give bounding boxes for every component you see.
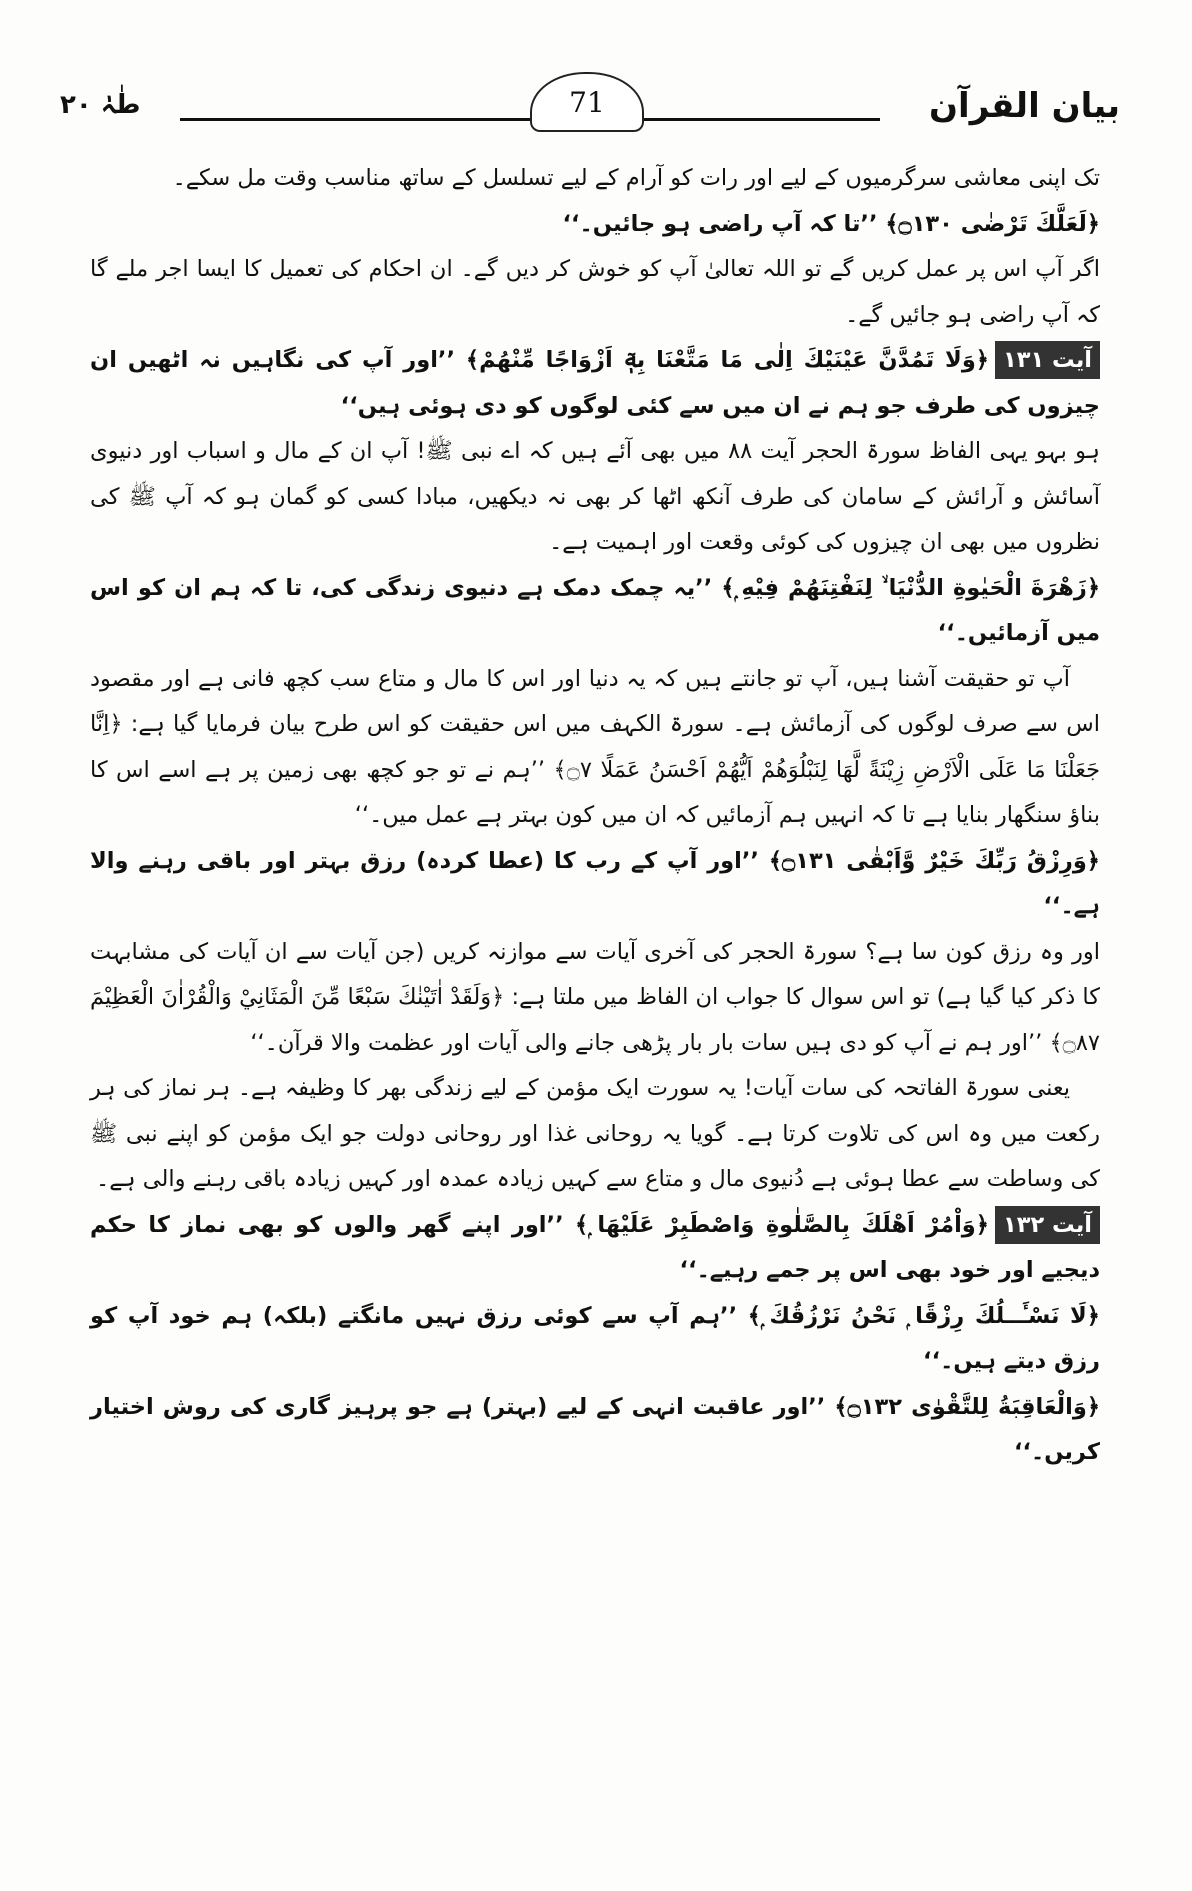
verse-quote-rizq: ﴿وَرِزْقُ رَبِّكَ خَيْرٌ وَّاَبْقٰى ۝۱۳۱﴾ ’’اور آپ کے رب کا (عطا کردہ) رزق بہتر اور باقی رہنے والا ہے۔‘‘ (90, 847, 1100, 919)
paragraph-2: اگر آپ اس پر عمل کریں گے تو اللہ تعالیٰ آپ کو خوش کر دیں گے۔ ان احکام کی تعمیل کا ایسا اجر ملے گا کہ آپ راضی ہو جائیں گے۔ (90, 256, 1100, 328)
verse-quote-la-nasaluka: ﴿لَا نَسْـَٔــلُكَ رِزْقًا ۭ نَحْنُ نَرْزُقُكَ ۭ﴾ ’’ہم آپ سے کوئی رزق نہیں مانگتے (بلکہ) ہم خود آپ کو رزق دیتے ہیں۔‘‘ (90, 1302, 1100, 1374)
page-number: 71 (530, 72, 644, 132)
verse-quote-132: ﴿وَاْمُرْ اَهْلَكَ بِالصَّلٰوةِ وَاصْطَبِرْ عَلَيْهَا ۭ﴾ ’’اور اپنے گھر والوں کو بھی نماز کا حکم دیجیے اور خود بھی اس پر جمے رہیے۔‘‘ (90, 1211, 1100, 1283)
paragraph-1: تک اپنی معاشی سرگرمیوں کے لیے اور رات کو آرام کے لیے تسلسل کے ساتھ مناسب وقت مل سکے۔ (172, 165, 1100, 191)
ayah-131-tag: آیت ۱۳۱ (995, 341, 1100, 379)
verse-quote-130: ﴿لَعَلَّكَ تَرْضٰى ۝۱۳۰﴾ ’’تا کہ آپ راضی ہو جائیں۔‘‘ (562, 210, 1100, 237)
book-title: بیان القرآن (929, 86, 1120, 126)
page-content (90, 156, 1100, 1476)
page-header (60, 72, 1120, 142)
paragraph-4: آپ تو حقیقت آشنا ہیں، آپ تو جانتے ہیں کہ یہ دنیا اور اس کا مال و متاع سب کچھ فانی ہے اور مقصود اس سے صرف لوگوں کی آزمائش ہے۔ سورۃ الکہف میں اس حقیقت کو اس طرح بیان فرمایا گیا ہے: ﴿اِنَّا جَعَلْنَا مَا عَلَى الْاَرْضِ زِيْنَةً لَّهَا لِنَبْلُوَهُمْ اَيُّهُمْ اَحْسَنُ عَمَلًا ۝۷﴾ ’’ہم نے تو جو کچھ بھی زمین پر ہے اسے اس کا بناؤ سنگھار بنایا ہے تا کہ انہیں ہم آزمائیں کہ ان میں کون بہتر ہے عمل میں۔‘‘ (90, 665, 1100, 828)
verse-quote-131: ﴿وَلَا تَمُدَّنَّ عَيْنَيْكَ اِلٰى مَا مَتَّعْنَا بِهٖٓ اَزْوَاجًا مِّنْهُمْ﴾ ’’اور آپ کی نگاہیں نہ اٹھیں ان چیزوں کی طرف جو ہم نے ان میں سے کئی لوگوں کو دی ہوئی ہیں‘‘ (90, 347, 1100, 419)
paragraph-3: ہو بہو یہی الفاظ سورۃ الحجر آیت ۸۸ میں بھی آئے ہیں کہ اے نبی ﷺ! آپ ان کے مال و اسباب اور دنیوی آسائش و آرائش کے سامان کی طرف آنکھ اٹھا کر بھی نہ دیکھیں، مبادا کسی کو گمان ہو کہ آپ ﷺ کی نظروں میں بھی ان چیزوں کی کوئی وقعت اور اہمیت ہے۔ (90, 438, 1100, 555)
ayah-131-block (90, 338, 1100, 429)
paragraph-5: اور وہ رزق کون سا ہے؟ سورۃ الحجر کی آخری آیات سے موازنہ کریں (جن آیات سے ان آیات کی مشابہت کا ذکر کیا گیا ہے) تو اس سوال کا جواب ان الفاظ میں ملتا ہے: ﴿وَلَقَدْ اٰتَيْنٰكَ سَبْعًا مِّنَ الْمَثَانِيْ وَالْقُرْاٰنَ الْعَظِيْمَ ۝۸۷﴾ ’’اور ہم نے آپ کو دی ہیں سات بار بار پڑھی جانے والی آیات اور عظمت والا قرآن۔‘‘ (90, 938, 1100, 1056)
verse-quote-zahrah: ﴿زَهْرَةَ الْحَيٰوةِ الدُّنْيَا ۙ لِنَفْتِنَهُمْ فِيْهِ ۭ﴾ ’’یہ چمک دمک ہے دنیوی زندگی کی، تا کہ ہم ان کو اس میں آزمائیں۔‘‘ (90, 574, 1100, 646)
verse-quote-aqibah: ﴿وَالْعَاقِبَةُ لِلتَّقْوٰى ۝۱۳۲﴾ ’’اور عاقبت انہی کے لیے (بہتر) ہے جو پرہیز گاری کی روش اختیار کریں۔‘‘ (90, 1393, 1100, 1465)
ayah-132-block (90, 1203, 1100, 1294)
ayah-132-tag: آیت ۱۳۲ (995, 1206, 1100, 1244)
surah-label: طٰہٰ ۲۰ (60, 90, 141, 120)
paragraph-6: یعنی سورۃ الفاتحہ کی سات آیات! یہ سورت ایک مؤمن کے لیے زندگی بھر کا وظیفہ ہے۔ ہر نماز کی ہر رکعت میں وہ اس کی تلاوت کرتا ہے۔ گویا یہ روحانی غذا اور روحانی دولت جو ایک مؤمن کو اپنے نبی ﷺ کی وساطت سے عطا ہوئی ہے دُنیوی مال و متاع سے کہیں زیادہ عمدہ اور کہیں زیادہ باقی رہنے والی ہے۔ (90, 1075, 1100, 1192)
